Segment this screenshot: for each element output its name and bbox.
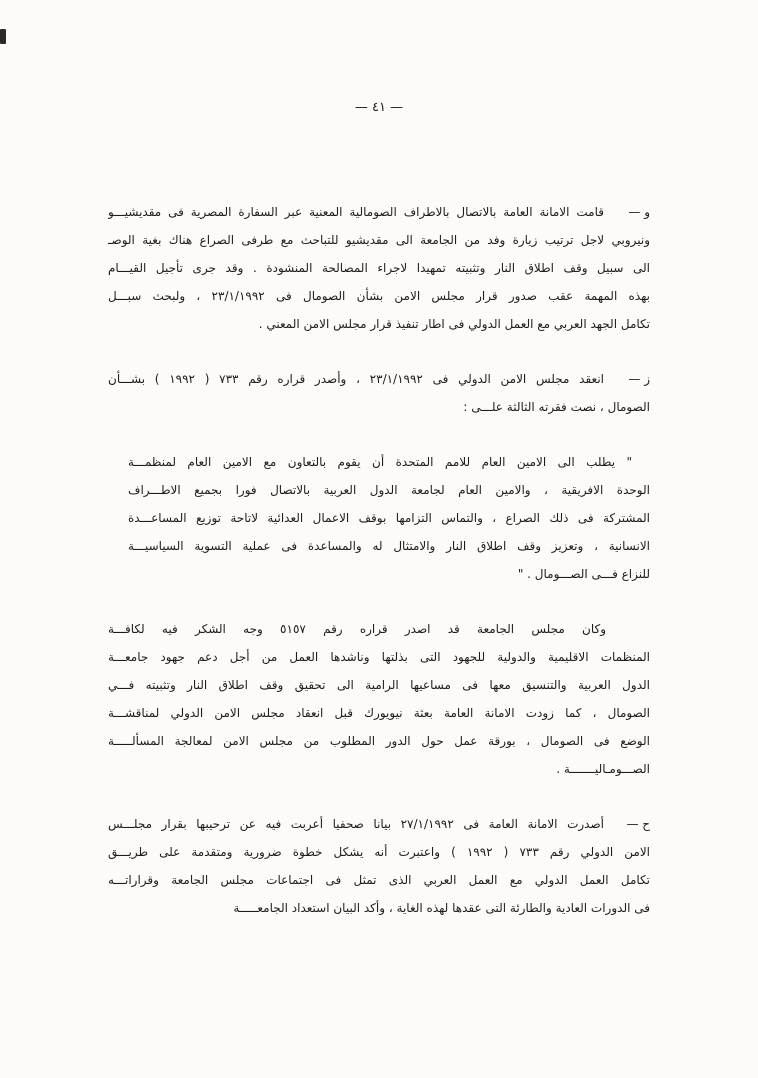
text-line: بهذه المهمة عقب صدور قرار مجلس الامن بشأن الصومال فى ٢٣/١/١٩٩٢ ، ولبحث سبـــل bbox=[108, 289, 650, 303]
text-line: المشتركة فى ذلك الصراع ، والتماس التزامها بوقف الاعمال العدائية لاتاحة توزيع المساعـــدة bbox=[128, 511, 650, 525]
text-line: الانسانية ، وتعزيز وقف اطلاق النار والامتثال له والمساعدة فى عملية التسوية السياسيـــة bbox=[128, 539, 650, 553]
text-line: الصومال ، نصت فقرته الثالثة علـــى : bbox=[463, 400, 650, 414]
text-line: للنزاع فـــى الصـــومال . " bbox=[517, 567, 650, 581]
text-line: تكامل الجهد العربي مع العمل الدولي فى اطار تنفيذ قرار مجلس الامن المعني . bbox=[258, 317, 650, 331]
text-line: الصـــومـاليـــــــة . bbox=[556, 762, 650, 776]
text-line: " يطلب الى الامين العام للامم المتحدة أن يقوم بالتعاون مع الامين العام لمنظمـــة bbox=[128, 455, 632, 469]
text-line: ونيروبي لاجل ترتيب زيارة وفد من الجامعة الى مقديشيو للتباحث مع طرفى الصراع هناك بغية الوصـ bbox=[108, 233, 650, 247]
page-number: — ٤١ — bbox=[354, 100, 404, 115]
text-line: قامت الامانة العامة بالاتصال بالاطراف الصومالية المعنية عبر السفارة المصرية فى مقديشيـــو bbox=[108, 205, 604, 219]
paragraph-marker: و — bbox=[628, 205, 650, 219]
paragraph-waw bbox=[108, 198, 650, 338]
text-line: فى الدورات العادية والطارئة التى عقدها لهذه الغاية ، وأكد البيان استعداد الجامعـــــة bbox=[233, 901, 650, 915]
paragraph-hah bbox=[108, 810, 650, 922]
text-line: المنظمات الاقليمية والدولية للجهود التى بذلتها وناشدها العمل من أجل دعم جهود جامعـــة bbox=[108, 650, 650, 664]
paragraph-zay bbox=[108, 365, 650, 421]
text-line: انعقد مجلس الامن الدولي فى ٢٣/١/١٩٩٢ ، وأصدر قراره رقم ٧٣٣ ( ١٩٩٢ ) بشـــأن bbox=[108, 372, 604, 386]
text-line: الامن الدولي رقم ٧٣٣ ( ١٩٩٢ ) واعتبرت أنه يشكل خطوة ضرورية ومتقدمة على طريـــق bbox=[108, 845, 650, 859]
paragraph-marker: ح — bbox=[626, 817, 650, 831]
text-line: الوضع فى الصومال ، بورقة عمل حول الدور المطلوب من مجلس الامن لمعالجة المسألـــــة bbox=[108, 734, 650, 748]
paragraph-marker: ز — bbox=[628, 372, 650, 386]
scan-artifact bbox=[0, 29, 6, 44]
text-line: الوحدة الافريقية ، والامين العام لجامعة الدول العربية بالاتصال فورا بجميع الاطـــراف bbox=[128, 483, 650, 497]
text-line: تكامل العمل الدولي مع العمل العربي الذى تمثل فى اجتماعات مجلس الجامعة وقراراتـــه bbox=[108, 873, 650, 887]
paragraph-league-council bbox=[108, 615, 650, 783]
text-line: الدول العربية والتنسيق معها فى مساعيها الرامية الى تحقيق وقف اطلاق النار وتثبيته فـــي bbox=[108, 678, 650, 692]
text-line: الى سبيل وقف اطلاق النار وتثبيته تمهيدا لاجراء المصالحة المنشودة . وقد جرى تأجيل القيـــام bbox=[108, 261, 650, 275]
text-line: وكان مجلس الجامعة قد اصدر قراره رقم ٥١٥٧ وجه الشكر فيه لكافـــة bbox=[108, 622, 606, 636]
document-content bbox=[108, 198, 650, 949]
paragraph-resolution-quote bbox=[108, 448, 650, 588]
text-line: الصومال ، كما زودت الامانة العامة بعثة نيويورك قبل انعقاد مجلس الامن الدولي لمناقشـــة bbox=[108, 706, 650, 720]
text-line: أصدرت الامانة العامة فى ٢٧/١/١٩٩٢ بيانا صحفيا أعربت فيه عن ترحيبها بقرار مجلـــس bbox=[108, 817, 604, 831]
